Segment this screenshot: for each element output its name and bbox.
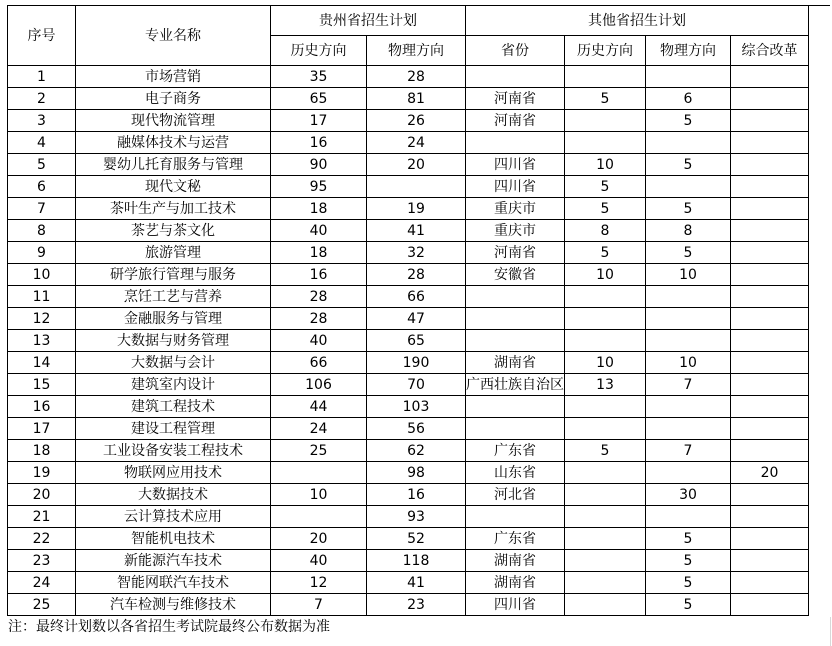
cell-province[interactable]: 湖南省 [466, 352, 565, 374]
cell-gz-physics[interactable]: 28 [367, 66, 466, 88]
table-row [8, 88, 809, 110]
cell-reform[interactable] [731, 264, 809, 286]
cell-province[interactable]: 四川省 [466, 176, 565, 198]
cell-gz-history[interactable]: 25 [271, 440, 367, 462]
cell-major[interactable]: 融媒体技术与运营 [76, 132, 271, 154]
cell-major[interactable]: 智能机电技术 [76, 528, 271, 550]
cell-seq[interactable]: 2 [8, 88, 76, 110]
cell-gz-history[interactable]: 17 [271, 110, 367, 132]
cell-major[interactable]: 婴幼儿托育服务与管理 [76, 154, 271, 176]
cell-reform[interactable] [731, 198, 809, 220]
table-row [8, 110, 809, 132]
cell-major[interactable]: 工业设备安装工程技术 [76, 440, 271, 462]
cell-gz-history[interactable]: 12 [271, 572, 367, 594]
cell-seq[interactable]: 25 [8, 594, 76, 616]
table-row [8, 220, 809, 242]
cell-major[interactable]: 金融服务与管理 [76, 308, 271, 330]
table-row [8, 66, 809, 88]
cell-gz-physics[interactable]: 93 [367, 506, 466, 528]
cell-province[interactable]: 广东省 [466, 440, 565, 462]
cell-ot-history[interactable] [565, 308, 646, 330]
table-row [8, 396, 809, 418]
cell-ot-history[interactable]: 5 [565, 88, 646, 110]
table-row [8, 594, 809, 616]
cell-ot-history[interactable]: 5 [565, 242, 646, 264]
header-province[interactable]: 省份 [466, 36, 565, 66]
cell-province[interactable] [466, 396, 565, 418]
cell-ot-history[interactable] [565, 66, 646, 88]
cell-major[interactable]: 茶叶生产与加工技术 [76, 198, 271, 220]
cell-ot-physics[interactable]: 10 [646, 352, 731, 374]
cell-gz-history[interactable] [271, 506, 367, 528]
cell-major[interactable]: 物联网应用技术 [76, 462, 271, 484]
cell-province[interactable] [466, 330, 565, 352]
cell-gz-physics[interactable]: 41 [367, 572, 466, 594]
cell-gz-history[interactable]: 18 [271, 242, 367, 264]
cell-gz-physics[interactable]: 56 [367, 418, 466, 440]
cell-ot-physics[interactable] [646, 66, 731, 88]
cell-seq[interactable]: 1 [8, 66, 76, 88]
cell-gz-history[interactable]: 28 [271, 286, 367, 308]
table-row [8, 308, 809, 330]
cell-gz-physics[interactable]: 52 [367, 528, 466, 550]
cell-ot-history[interactable] [565, 484, 646, 506]
cell-seq[interactable]: 6 [8, 176, 76, 198]
cell-gz-physics[interactable]: 81 [367, 88, 466, 110]
cell-reform[interactable] [731, 176, 809, 198]
cell-reform[interactable] [731, 418, 809, 440]
cell-province[interactable]: 山东省 [466, 462, 565, 484]
header-seq[interactable]: 序号 [8, 6, 76, 66]
table-row [8, 176, 809, 198]
cell-province[interactable]: 湖南省 [466, 572, 565, 594]
cell-major[interactable]: 电子商务 [76, 88, 271, 110]
cell-province[interactable]: 河南省 [466, 88, 565, 110]
cell-ot-physics[interactable]: 5 [646, 594, 731, 616]
header-gz-physics[interactable]: 物理方向 [367, 36, 466, 66]
cell-seq[interactable]: 13 [8, 330, 76, 352]
cell-ot-history[interactable]: 13 [565, 374, 646, 396]
cell-gz-history[interactable]: 106 [271, 374, 367, 396]
cell-ot-history[interactable]: 5 [565, 440, 646, 462]
cell-reform[interactable] [731, 506, 809, 528]
cell-gz-history[interactable]: 40 [271, 330, 367, 352]
cell-gz-physics[interactable]: 20 [367, 154, 466, 176]
cell-reform[interactable] [731, 242, 809, 264]
header-ot-physics[interactable]: 物理方向 [646, 36, 731, 66]
cell-ot-history[interactable] [565, 462, 646, 484]
cell-major[interactable]: 市场营销 [76, 66, 271, 88]
cell-gz-physics[interactable]: 47 [367, 308, 466, 330]
cell-major[interactable]: 智能网联汽车技术 [76, 572, 271, 594]
cell-ot-physics[interactable] [646, 506, 731, 528]
cell-ot-physics[interactable] [646, 176, 731, 198]
cell-ot-history[interactable] [565, 594, 646, 616]
cell-reform[interactable] [731, 440, 809, 462]
cell-province[interactable]: 广西壮族自治区 [466, 374, 565, 396]
cell-gz-physics[interactable]: 103 [367, 396, 466, 418]
cell-seq[interactable]: 9 [8, 242, 76, 264]
cell-gz-history[interactable]: 35 [271, 66, 367, 88]
cell-gz-history[interactable]: 65 [271, 88, 367, 110]
cell-ot-history[interactable] [565, 572, 646, 594]
table-row [8, 572, 809, 594]
cell-gz-history[interactable]: 24 [271, 418, 367, 440]
cell-major[interactable]: 大数据与财务管理 [76, 330, 271, 352]
cell-ot-physics[interactable] [646, 462, 731, 484]
cell-reform[interactable] [731, 396, 809, 418]
cell-gz-history[interactable]: 66 [271, 352, 367, 374]
cell-ot-history[interactable] [565, 132, 646, 154]
table-row [8, 462, 809, 484]
cell-seq[interactable]: 22 [8, 528, 76, 550]
cell-ot-history[interactable] [565, 418, 646, 440]
cell-ot-physics[interactable]: 5 [646, 154, 731, 176]
cell-seq[interactable]: 17 [8, 418, 76, 440]
cell-reform[interactable] [731, 330, 809, 352]
cell-major[interactable]: 汽车检测与维修技术 [76, 594, 271, 616]
cell-gz-physics[interactable]: 190 [367, 352, 466, 374]
cell-reform[interactable] [731, 66, 809, 88]
cell-gz-history[interactable]: 18 [271, 198, 367, 220]
cell-province[interactable]: 重庆市 [466, 220, 565, 242]
cell-ot-history[interactable]: 10 [565, 264, 646, 286]
cell-reform[interactable] [731, 88, 809, 110]
cell-seq[interactable]: 20 [8, 484, 76, 506]
cell-gz-physics[interactable]: 26 [367, 110, 466, 132]
cell-gz-physics[interactable]: 41 [367, 220, 466, 242]
cell-province[interactable]: 重庆市 [466, 198, 565, 220]
cell-gz-history[interactable]: 44 [271, 396, 367, 418]
cell-province[interactable] [466, 418, 565, 440]
cell-ot-physics[interactable]: 5 [646, 528, 731, 550]
header-gz-history[interactable]: 历史方向 [271, 36, 367, 66]
cell-reform[interactable] [731, 572, 809, 594]
cell-gz-physics[interactable]: 28 [367, 264, 466, 286]
cell-province[interactable]: 河南省 [466, 110, 565, 132]
cell-major[interactable]: 现代物流管理 [76, 110, 271, 132]
cell-ot-history[interactable] [565, 110, 646, 132]
table-row [8, 264, 809, 286]
table-row [8, 330, 809, 352]
cell-ot-physics[interactable] [646, 418, 731, 440]
table-row [8, 528, 809, 550]
cell-ot-physics[interactable] [646, 132, 731, 154]
cell-seq[interactable]: 12 [8, 308, 76, 330]
table-row [8, 484, 809, 506]
cell-reform[interactable] [731, 308, 809, 330]
cell-gz-physics[interactable]: 66 [367, 286, 466, 308]
cell-province[interactable] [466, 506, 565, 528]
cell-gz-history[interactable]: 16 [271, 132, 367, 154]
cell-major[interactable]: 建筑室内设计 [76, 374, 271, 396]
cell-ot-physics[interactable]: 7 [646, 440, 731, 462]
cell-province[interactable]: 四川省 [466, 594, 565, 616]
table-row [8, 132, 809, 154]
cell-reform[interactable] [731, 374, 809, 396]
cell-reform[interactable] [731, 594, 809, 616]
cell-gz-physics[interactable]: 19 [367, 198, 466, 220]
cell-ot-physics[interactable]: 7 [646, 374, 731, 396]
cell-gz-history[interactable] [271, 462, 367, 484]
table-row [8, 286, 809, 308]
cell-province[interactable]: 安徽省 [466, 264, 565, 286]
cell-ot-physics[interactable]: 5 [646, 110, 731, 132]
cell-reform[interactable] [731, 132, 809, 154]
cell-gz-history[interactable]: 20 [271, 528, 367, 550]
cell-province[interactable] [466, 132, 565, 154]
cell-ot-history[interactable]: 5 [565, 198, 646, 220]
cell-seq[interactable]: 23 [8, 550, 76, 572]
cell-reform[interactable] [731, 484, 809, 506]
cell-ot-history[interactable] [565, 528, 646, 550]
cell-gz-physics[interactable]: 70 [367, 374, 466, 396]
cell-reform[interactable] [731, 220, 809, 242]
cell-seq[interactable]: 24 [8, 572, 76, 594]
cell-major[interactable]: 现代文秘 [76, 176, 271, 198]
cell-seq[interactable]: 8 [8, 220, 76, 242]
cell-reform[interactable] [731, 110, 809, 132]
table-row [8, 374, 809, 396]
table-row [8, 550, 809, 572]
table-row [8, 242, 809, 264]
cell-ot-physics[interactable]: 5 [646, 550, 731, 572]
cell-gz-physics[interactable]: 118 [367, 550, 466, 572]
cell-ot-physics[interactable]: 5 [646, 572, 731, 594]
table-row [8, 198, 809, 220]
header-other-plan[interactable]: 其他省招生计划 [466, 6, 809, 36]
cell-ot-history[interactable] [565, 550, 646, 572]
cell-province[interactable]: 湖南省 [466, 550, 565, 572]
cell-reform[interactable] [731, 286, 809, 308]
cell-seq[interactable]: 11 [8, 286, 76, 308]
header-ot-history[interactable]: 历史方向 [565, 36, 646, 66]
cell-major[interactable]: 大数据技术 [76, 484, 271, 506]
cell-ot-history[interactable] [565, 506, 646, 528]
cell-ot-history[interactable]: 5 [565, 176, 646, 198]
header-row-1 [8, 6, 809, 36]
cell-gz-physics[interactable]: 62 [367, 440, 466, 462]
cell-gz-history[interactable]: 28 [271, 308, 367, 330]
cell-gz-history[interactable]: 16 [271, 264, 367, 286]
cell-gz-history[interactable]: 10 [271, 484, 367, 506]
cell-gz-history[interactable]: 90 [271, 154, 367, 176]
cell-gz-physics[interactable]: 23 [367, 594, 466, 616]
cell-province[interactable]: 河南省 [466, 242, 565, 264]
cell-major[interactable]: 大数据与会计 [76, 352, 271, 374]
cell-gz-physics[interactable]: 65 [367, 330, 466, 352]
cell-seq[interactable]: 4 [8, 132, 76, 154]
cell-major[interactable]: 研学旅行管理与服务 [76, 264, 271, 286]
cell-seq[interactable]: 19 [8, 462, 76, 484]
cell-seq[interactable]: 7 [8, 198, 76, 220]
cell-gz-physics[interactable]: 98 [367, 462, 466, 484]
cell-ot-physics[interactable] [646, 286, 731, 308]
cell-seq[interactable]: 18 [8, 440, 76, 462]
cell-province[interactable]: 河北省 [466, 484, 565, 506]
cell-major[interactable]: 建设工程管理 [76, 418, 271, 440]
cell-major[interactable]: 旅游管理 [76, 242, 271, 264]
cell-ot-physics[interactable] [646, 308, 731, 330]
cell-gz-physics[interactable]: 16 [367, 484, 466, 506]
cell-province[interactable] [466, 66, 565, 88]
cell-province[interactable]: 四川省 [466, 154, 565, 176]
cell-ot-history[interactable]: 10 [565, 352, 646, 374]
cell-ot-physics[interactable]: 30 [646, 484, 731, 506]
cell-gz-physics[interactable] [367, 176, 466, 198]
header-major[interactable]: 专业名称 [76, 6, 271, 66]
cell-major[interactable]: 建筑工程技术 [76, 396, 271, 418]
table-row [8, 154, 809, 176]
cell-ot-physics[interactable]: 6 [646, 88, 731, 110]
cell-reform[interactable] [731, 352, 809, 374]
cell-ot-physics[interactable]: 5 [646, 198, 731, 220]
table-top-border [7, 5, 830, 6]
cell-province[interactable] [466, 308, 565, 330]
table-row [8, 506, 809, 528]
cell-province[interactable]: 广东省 [466, 528, 565, 550]
cell-seq[interactable]: 21 [8, 506, 76, 528]
cell-gz-physics[interactable]: 24 [367, 132, 466, 154]
cell-reform[interactable] [731, 528, 809, 550]
cell-major[interactable]: 烹饪工艺与营养 [76, 286, 271, 308]
cell-reform[interactable] [731, 154, 809, 176]
header-reform[interactable]: 综合改革 [731, 36, 809, 66]
cell-ot-history[interactable] [565, 286, 646, 308]
cell-major[interactable]: 云计算技术应用 [76, 506, 271, 528]
cell-gz-history[interactable]: 7 [271, 594, 367, 616]
cell-ot-history[interactable] [565, 330, 646, 352]
cell-major[interactable]: 茶艺与茶文化 [76, 220, 271, 242]
cell-seq[interactable]: 15 [8, 374, 76, 396]
cell-ot-history[interactable]: 10 [565, 154, 646, 176]
table-row [8, 440, 809, 462]
cell-ot-physics[interactable]: 5 [646, 242, 731, 264]
cell-ot-history[interactable] [565, 396, 646, 418]
cell-ot-physics[interactable] [646, 396, 731, 418]
cell-gz-history[interactable]: 95 [271, 176, 367, 198]
cell-gz-physics[interactable]: 32 [367, 242, 466, 264]
cell-reform[interactable]: 20 [731, 462, 809, 484]
cell-gz-history[interactable]: 40 [271, 550, 367, 572]
cell-ot-physics[interactable]: 8 [646, 220, 731, 242]
table-row [8, 352, 809, 374]
footnote: 注：最终计划数以各省招生考试院最终公布数据为准 [8, 619, 330, 635]
cell-seq[interactable]: 5 [8, 154, 76, 176]
cell-reform[interactable] [731, 550, 809, 572]
cell-ot-physics[interactable] [646, 330, 731, 352]
cell-major[interactable]: 新能源汽车技术 [76, 550, 271, 572]
table-row [8, 418, 809, 440]
cell-seq[interactable]: 3 [8, 110, 76, 132]
cell-gz-history[interactable]: 40 [271, 220, 367, 242]
cell-ot-physics[interactable]: 10 [646, 264, 731, 286]
cell-ot-history[interactable]: 8 [565, 220, 646, 242]
enrollment-plan-table [7, 5, 809, 616]
cell-province[interactable] [466, 286, 565, 308]
cell-seq[interactable]: 10 [8, 264, 76, 286]
cell-seq[interactable]: 14 [8, 352, 76, 374]
header-guizhou-plan[interactable]: 贵州省招生计划 [271, 6, 466, 36]
cell-seq[interactable]: 16 [8, 396, 76, 418]
